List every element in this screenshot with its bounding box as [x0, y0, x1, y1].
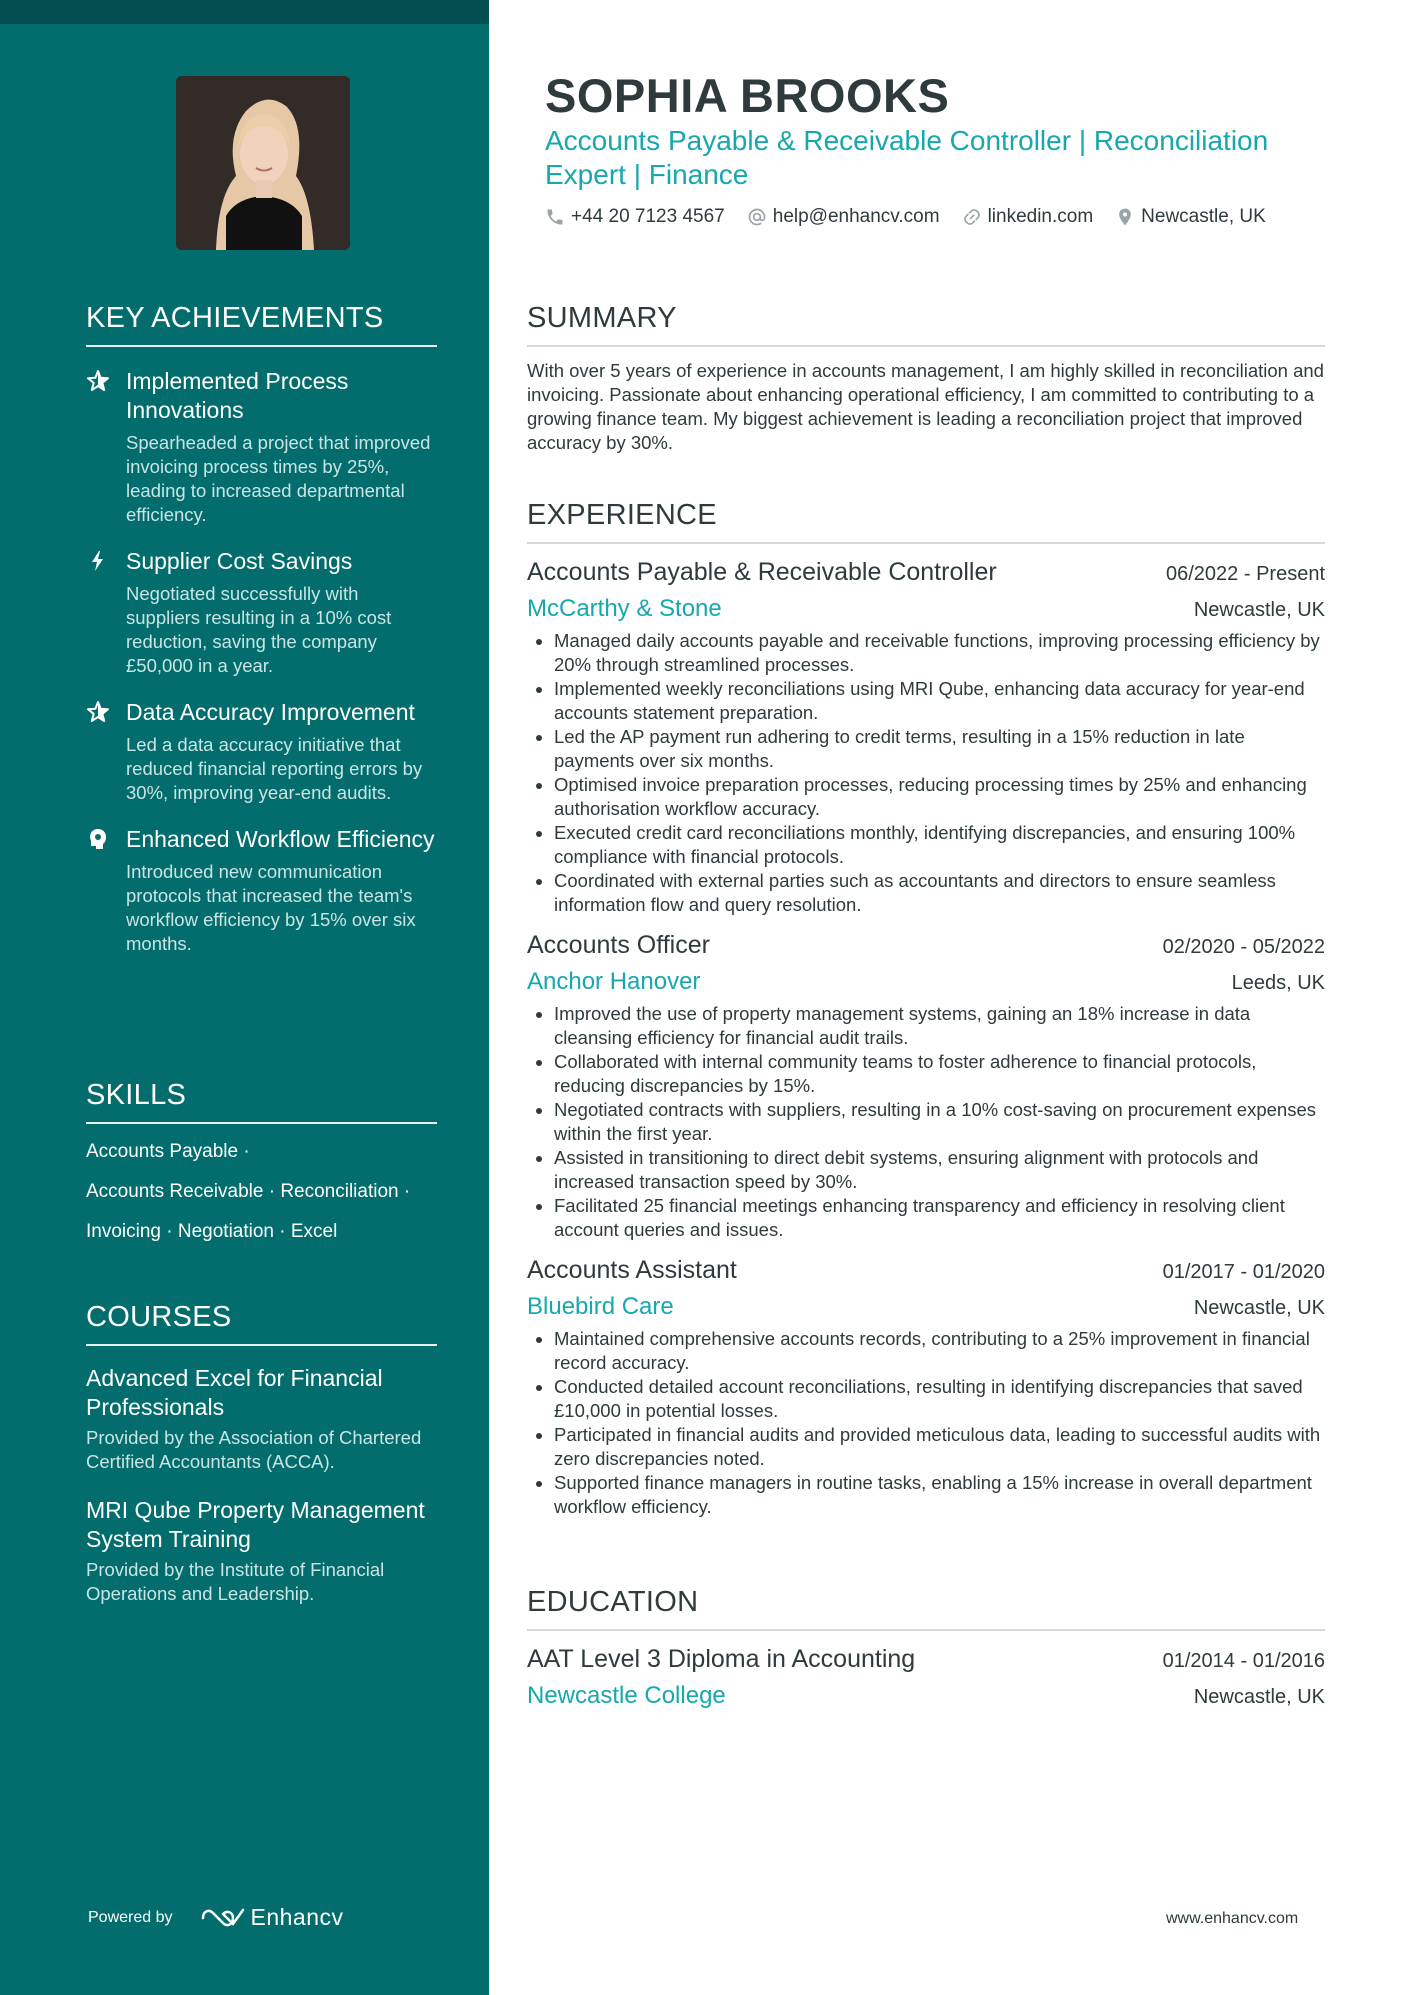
education-section [527, 1586, 1325, 1710]
linkedin-text: linkedin.com [987, 206, 1094, 227]
job-bullet: • Participated in financial audits and provided meticulous data, leading to successful audits with zero discrepancies noted. [554, 1423, 1325, 1471]
education-entry [527, 1645, 1325, 1710]
job-location: Newcastle, UK [1193, 599, 1325, 621]
job-bullet: • Coordinated with external parties such as accountants and directors to ensure seamless information flow and query resolution. [554, 869, 1325, 917]
degree-title: AAT Level 3 Diploma in Accounting [527, 1645, 916, 1673]
contact-email[interactable] [747, 206, 940, 228]
achievement-title: Enhanced Workflow Efficiency [126, 826, 435, 852]
candidate-name: SOPHIA BROOKS [545, 69, 950, 122]
experience-section [527, 499, 1325, 1519]
job-title: Accounts Officer [527, 931, 710, 959]
achievement-title: Implemented Process Innovations [126, 368, 349, 423]
phone-icon [545, 207, 565, 227]
summary-heading: SUMMARY [527, 302, 1325, 347]
job-bullet: • Collaborated with internal community teams to foster adherence to financial protocols, reducing discrepancies by 15%. [554, 1050, 1325, 1098]
sidebar [0, 0, 489, 1995]
job-date: 01/2017 - 01/2020 [1162, 1261, 1325, 1283]
achievement-desc: Negotiated successfully with suppliers resulting in a 10% cost reduction, saving the company £50,000 in a year. [126, 583, 392, 676]
course-desc: Provided by the Association of Chartered Certified Accountants (ACCA). [86, 1427, 422, 1472]
course-desc: Provided by the Institute of Financial Operations and Leadership. [86, 1559, 385, 1604]
achievement-item [86, 547, 437, 678]
job-bullet: • Facilitated 25 financial meetings enhancing transparency and efficiency in resolving client account queries and issues. [554, 1194, 1325, 1242]
contact-phone[interactable] [545, 206, 725, 228]
achievement-desc: Spearheaded a project that improved invoicing process times by 25%, leading to increased departmental efficiency. [126, 432, 431, 525]
job-location: Leeds, UK [1231, 972, 1325, 994]
course-title: Advanced Excel for Financial Professionals [86, 1365, 383, 1420]
powered-by-label: Powered by [88, 1908, 173, 1926]
job-title: Accounts Payable & Receivable Controller [527, 558, 997, 586]
sidebar-top-band [0, 0, 489, 24]
phone-text: +44 20 7123 4567 [571, 206, 725, 227]
location-text: Newcastle, UK [1141, 206, 1266, 227]
skills-section [86, 1079, 437, 1244]
education-location: Newcastle, UK [1193, 1686, 1325, 1708]
link-icon [962, 207, 982, 227]
job-entry [527, 1256, 1325, 1519]
job-bullet: • Implemented weekly reconciliations using MRI Qube, enhancing data accuracy for year-end accounts statement preparation. [554, 677, 1325, 725]
achievements-section [86, 302, 437, 956]
school-name: Newcastle College [527, 1682, 726, 1709]
job-entry [527, 558, 1325, 917]
job-bullet: • Improved the use of property management systems, gaining an 18% increase in data cleansing efficiency for financial audit trails. [554, 1002, 1325, 1050]
star-icon [86, 369, 112, 395]
achievements-heading: KEY ACHIEVEMENTS [86, 302, 437, 347]
skills-line: Accounts Payable · [86, 1141, 250, 1162]
email-text: help@enhancv.com [772, 206, 940, 227]
skills-line: Accounts Receivable · Reconciliation · [86, 1181, 411, 1202]
contact-linkedin[interactable] [962, 206, 1094, 228]
job-title: Accounts Assistant [527, 1256, 737, 1284]
education-date: 01/2014 - 01/2016 [1162, 1650, 1325, 1672]
candidate-tagline: Accounts Payable & Receivable Controller | Reconciliation Expert | Finance [545, 125, 1269, 190]
achievement-item [86, 367, 437, 527]
job-bullet: • Negotiated contracts with suppliers, resulting in a 10% cost-saving on procurement expenses within the first year. [554, 1098, 1325, 1146]
skills-heading: SKILLS [86, 1079, 437, 1124]
summary-text: With over 5 years of experience in accounts management, I am highly skilled in reconciliation and invoicing. Passionate about enhancing operational efficiency, I am committed to contributing to a growing finance team. My biggest achievement is leading a reconciliation project that improved accuracy by 30%. [527, 360, 1324, 453]
job-bullets [527, 1002, 1325, 1242]
company-name: McCarthy & Stone [527, 595, 722, 622]
star-icon [86, 700, 112, 726]
profile-photo [176, 76, 350, 250]
job-bullet: • Managed daily accounts payable and receivable functions, improving processing efficiency by 20% through streamlined processes. [554, 629, 1325, 677]
enhancv-logo[interactable] [199, 1904, 344, 1931]
job-bullet: • Optimised invoice preparation processes, reducing processing times by 25% and enhancing authorisation workflow accuracy. [554, 773, 1325, 821]
head-gear-icon [86, 827, 112, 853]
company-name: Anchor Hanover [527, 968, 701, 995]
job-location: Newcastle, UK [1193, 1297, 1325, 1319]
job-entry [527, 931, 1325, 1242]
job-bullets [527, 1327, 1325, 1519]
achievement-desc: Led a data accuracy initiative that reduced financial reporting errors by 30%, improving year-end audits. [126, 734, 423, 803]
job-bullet: • Maintained comprehensive accounts records, contributing to a 25% improvement in financial record accuracy. [554, 1327, 1325, 1375]
job-bullets [527, 629, 1325, 917]
course-title: MRI Qube Property Management System Training [86, 1497, 425, 1552]
experience-heading: EXPERIENCE [527, 499, 1325, 544]
enhancv-logo-icon [199, 1905, 247, 1931]
skills-line: Invoicing · Negotiation · Excel [86, 1221, 338, 1242]
achievement-item [86, 698, 437, 805]
job-bullet: • Led the AP payment run adhering to credit terms, resulting in a 15% reduction in late payments over six months. [554, 725, 1325, 773]
contact-bar [545, 206, 1288, 228]
lightning-icon [86, 549, 112, 575]
achievement-desc: Introduced new communication protocols that increased the team's workflow efficiency by 15% over six months. [126, 861, 416, 954]
contact-location [1115, 206, 1266, 228]
job-bullet: • Supported finance managers in routine tasks, enabling a 15% increase in overall department workflow efficiency. [554, 1471, 1325, 1519]
powered-by [88, 1904, 344, 1931]
education-heading: EDUCATION [527, 1586, 1325, 1631]
job-bullet: • Executed credit card reconciliations monthly, identifying discrepancies, and ensuring 100% compliance with financial protocols. [554, 821, 1325, 869]
achievement-title: Data Accuracy Improvement [126, 699, 415, 725]
company-name: Bluebird Care [527, 1293, 674, 1320]
footer-url[interactable]: www.enhancv.com [1166, 1910, 1299, 1927]
courses-heading: COURSES [86, 1301, 437, 1346]
enhancv-logo-text: Enhancv [250, 1904, 344, 1930]
job-date: 06/2022 - Present [1166, 563, 1325, 585]
job-bullet: • Assisted in transitioning to direct debit systems, ensuring alignment with protocols and increased transaction speed by 30%. [554, 1146, 1325, 1194]
job-bullet: • Conducted detailed account reconciliations, resulting in identifying discrepancies that saved £10,000 in potential losses. [554, 1375, 1325, 1423]
summary-section [527, 302, 1325, 455]
at-icon [747, 207, 767, 227]
location-pin-icon [1115, 207, 1135, 227]
job-date: 02/2020 - 05/2022 [1162, 936, 1325, 958]
achievement-item [86, 825, 437, 956]
achievement-title: Supplier Cost Savings [126, 548, 353, 574]
courses-section [86, 1301, 437, 1606]
